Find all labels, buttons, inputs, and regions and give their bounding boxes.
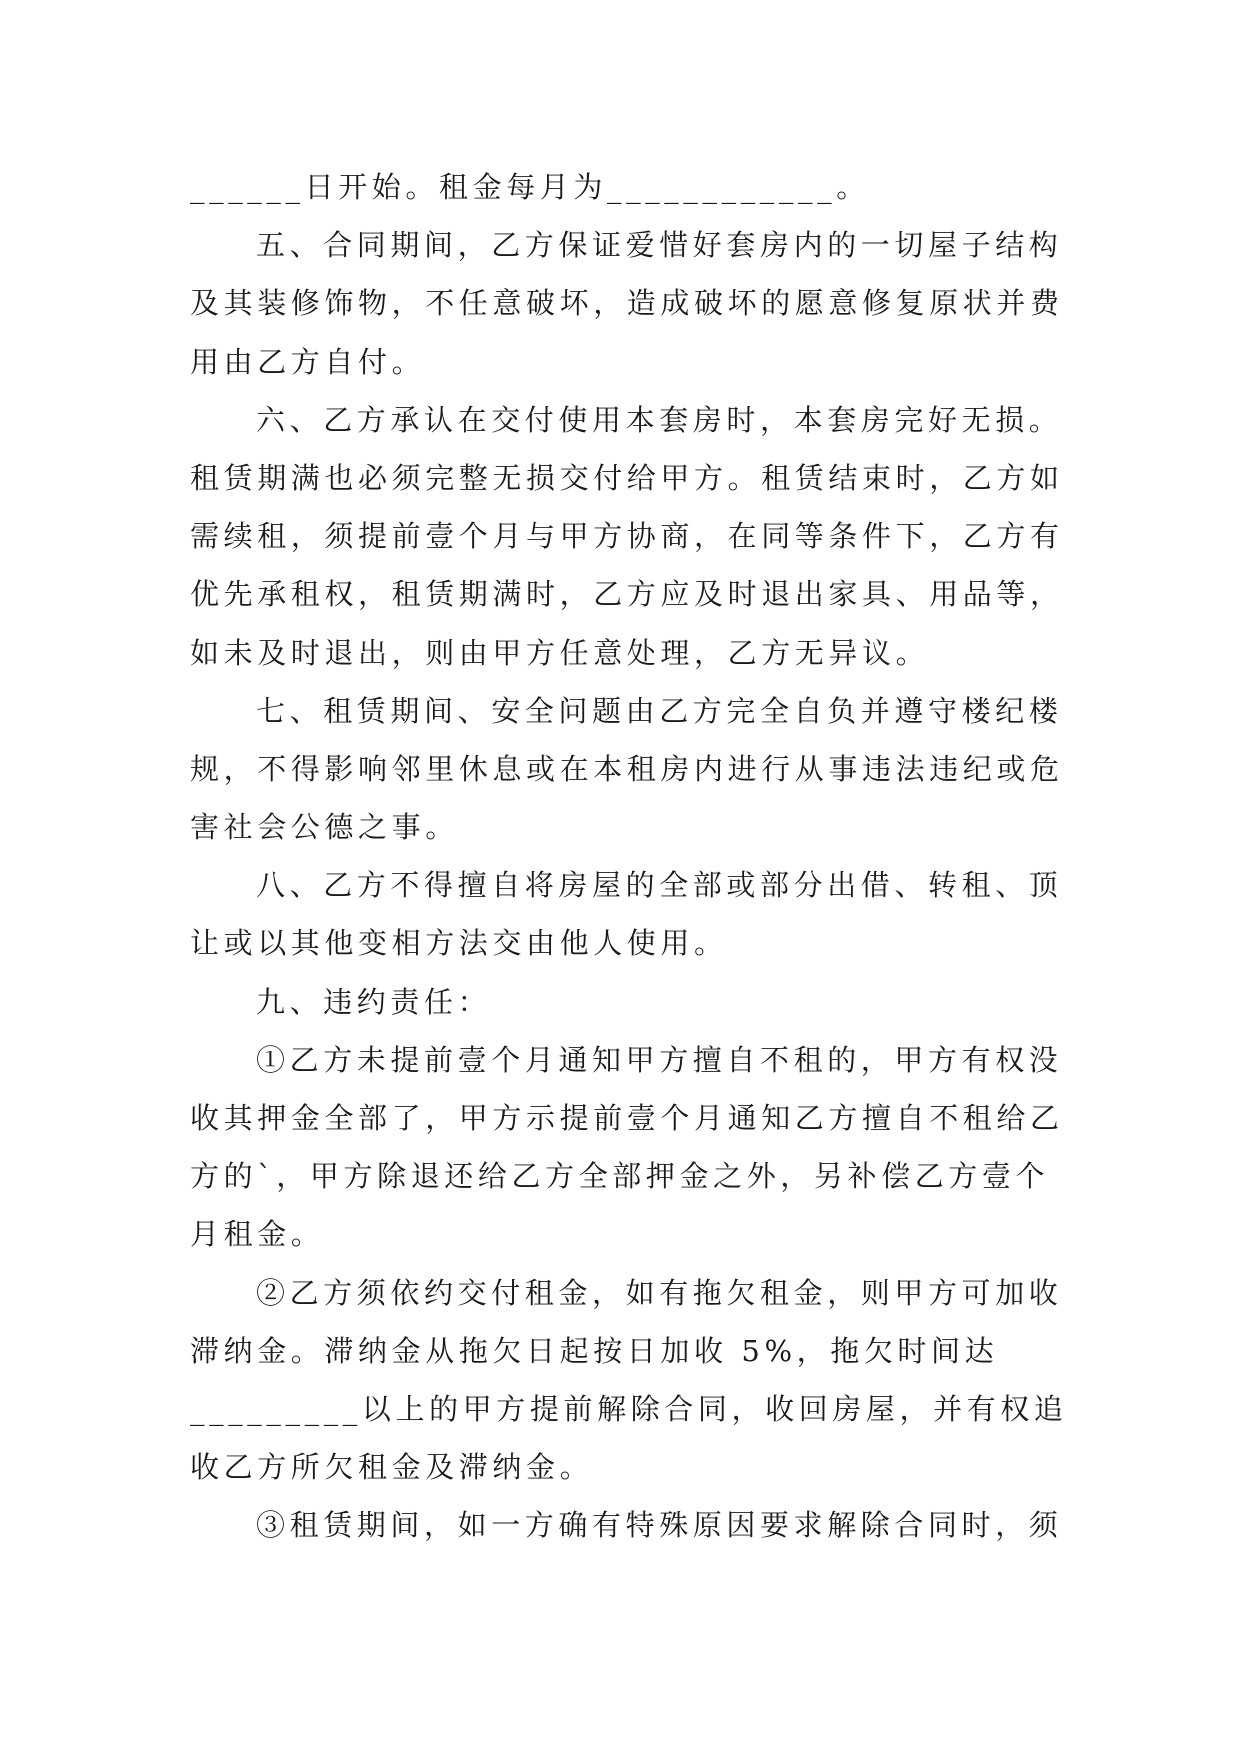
text-line: 用由乙方自付。 — [190, 344, 426, 379]
text-line: 收乙方所欠租金及滞纳金。 — [190, 1450, 594, 1485]
document-body — [190, 158, 1068, 1555]
text-line: 收其押金全部了，甲方示提前壹个月通知乙方擅自不租给乙 — [190, 1101, 1064, 1135]
text-line: 害社会公德之事。 — [190, 810, 459, 845]
text-line: 让或以其他变相方法交由他人使用。 — [190, 926, 728, 961]
text-line: _________以上的甲方提前解除合同，收回房屋，并有权追 — [190, 1391, 1068, 1426]
text-line: 五、合同期间，乙方保证爱惜好套房内的一切屋子结构 — [256, 228, 1063, 263]
text-line: ______日开始。租金每月为____________。 — [190, 170, 870, 204]
text-line: 如未及时退出，则由甲方任意处理，乙方无异议。 — [190, 635, 930, 670]
text-line: 月租金。 — [190, 1217, 325, 1252]
text-line: ①乙方未提前壹个月通知甲方擅自不租的，甲方有权没 — [256, 1042, 1063, 1077]
text-line: 需续租，须提前壹个月与甲方协商，在同等条件下，乙方有 — [190, 519, 1064, 554]
text-line: 租赁期满也必须完整无损交付给甲方。租赁结束时，乙方如 — [190, 460, 1064, 495]
text-line: 七、租赁期间、安全问题由乙方完全自负并遵守楼纪楼 — [256, 693, 1063, 728]
text-line: 滞纳金。滞纳金从拖欠日起按日加收 5%，拖欠时间达 — [190, 1333, 999, 1368]
text-line: 规，不得影响邻里休息或在本租房内进行从事违法违纪或危 — [190, 751, 1064, 786]
text-line: 优先承租权，租赁期满时，乙方应及时退出家具、用品等， — [190, 577, 1064, 612]
text-line: ②乙方须依约交付租金，如有拖欠租金，则甲方可加收 — [256, 1275, 1063, 1310]
text-line: 六、乙方承认在交付使用本套房时，本套房完好无损。 — [256, 402, 1063, 437]
text-line: 方的`，甲方除退还给乙方全部押金之外，另补偿乙方壹个 — [190, 1159, 1050, 1194]
text-line: 九、违约责任： — [256, 984, 492, 1019]
text-line: 及其装修饰物，不任意破坏，造成破坏的愿意修复原状并费 — [190, 286, 1064, 321]
text-line: 八、乙方不得擅自将房屋的全部或部分出借、转租、顶 — [256, 868, 1063, 903]
text-line: ③租赁期间，如一方确有特殊原因要求解除合同时，须 — [256, 1508, 1063, 1543]
